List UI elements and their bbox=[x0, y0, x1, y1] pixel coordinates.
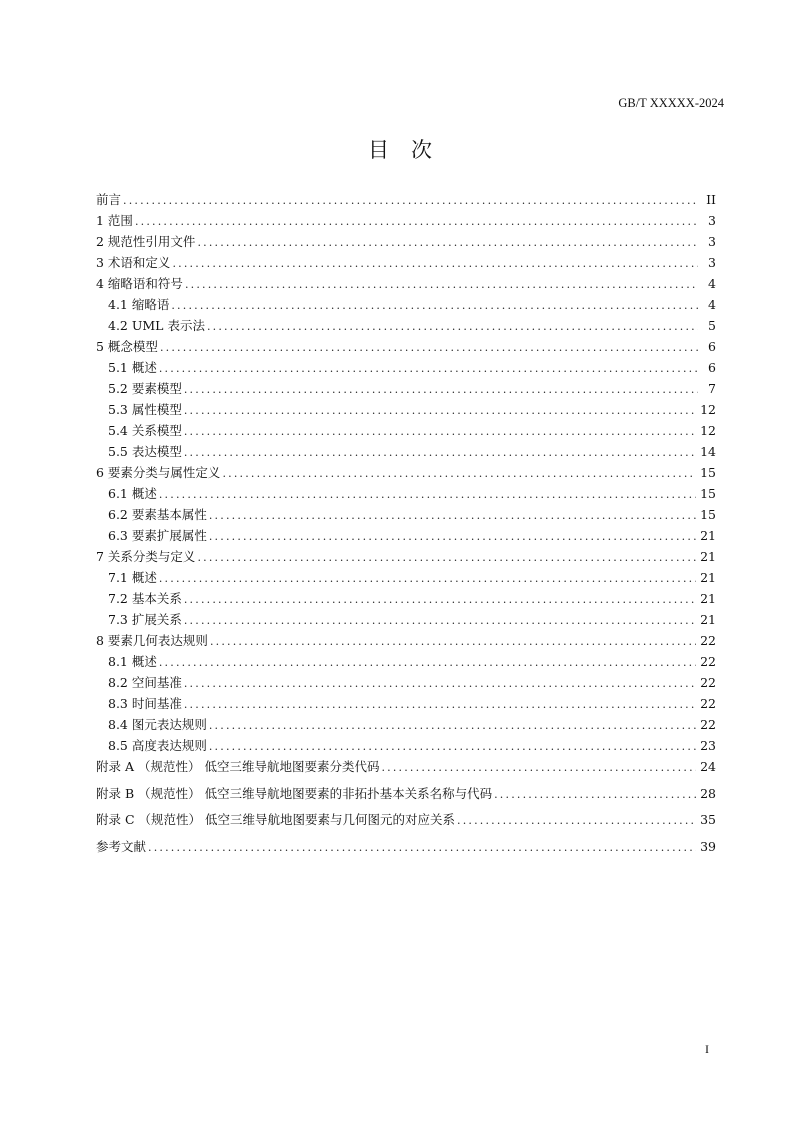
toc-entry-label: 5.1 概述 bbox=[108, 360, 157, 375]
toc-leader-dots bbox=[184, 404, 696, 417]
toc-leader-dots bbox=[457, 814, 696, 827]
toc-entry-label: 4.2 UML 表示法 bbox=[108, 318, 205, 333]
title-part-2: 次 bbox=[411, 138, 432, 162]
toc-entry[interactable] bbox=[96, 589, 716, 610]
toc-entry[interactable] bbox=[96, 837, 716, 864]
toc-entry-label: 8.3 时间基准 bbox=[108, 696, 182, 711]
toc-entry-label: 6.2 要素基本属性 bbox=[108, 507, 207, 522]
toc-entry[interactable] bbox=[96, 400, 716, 421]
toc-entry-page: 3 bbox=[708, 213, 716, 228]
toc-leader-dots bbox=[184, 383, 698, 396]
toc-entry[interactable] bbox=[96, 253, 716, 274]
toc-entry[interactable] bbox=[96, 547, 716, 568]
toc-leader-dots bbox=[210, 635, 696, 648]
toc-leader-dots bbox=[209, 740, 696, 753]
toc-entry-page: 39 bbox=[700, 838, 716, 854]
toc-entry[interactable] bbox=[96, 810, 716, 837]
toc-entry-label: 6.1 概述 bbox=[108, 486, 157, 501]
toc-entry[interactable] bbox=[96, 421, 716, 442]
toc-entry-page: 3 bbox=[708, 255, 716, 270]
toc-leader-dots bbox=[209, 509, 696, 522]
toc-entry-label: 6 要素分类与属性定义 bbox=[96, 465, 221, 480]
toc-entry-page: 15 bbox=[700, 486, 716, 501]
toc-entry-label: 1 范围 bbox=[96, 213, 133, 228]
standard-code: GB/T XXXXX-2024 bbox=[618, 96, 724, 110]
toc-entry-page: 14 bbox=[700, 444, 716, 459]
toc-entry[interactable] bbox=[96, 694, 716, 715]
toc-entry[interactable] bbox=[96, 526, 716, 547]
toc-entry[interactable] bbox=[96, 295, 716, 316]
toc-entry-page: 3 bbox=[708, 234, 716, 249]
page-number: I bbox=[705, 1042, 709, 1056]
toc-leader-dots bbox=[171, 299, 698, 312]
toc-entry-label: 6.3 要素扩展属性 bbox=[108, 528, 207, 543]
toc-entry[interactable] bbox=[96, 232, 716, 253]
toc-entry-page: 6 bbox=[708, 360, 716, 375]
toc-entry-page: 21 bbox=[700, 570, 716, 585]
toc-entry-page: 22 bbox=[700, 654, 716, 669]
toc-entry-label: 7 关系分类与定义 bbox=[96, 549, 196, 564]
toc-entry-label: 7.1 概述 bbox=[108, 570, 157, 585]
toc-leader-dots bbox=[159, 362, 698, 375]
toc-entry[interactable] bbox=[96, 757, 716, 784]
toc-leader-dots bbox=[148, 841, 696, 854]
toc-leader-dots bbox=[185, 278, 698, 291]
toc-leader-dots bbox=[207, 320, 698, 333]
toc-leader-dots bbox=[184, 677, 696, 690]
toc-entry[interactable] bbox=[96, 652, 716, 673]
toc-entry[interactable] bbox=[96, 505, 716, 526]
toc-entry[interactable] bbox=[96, 442, 716, 463]
toc-entry[interactable] bbox=[96, 379, 716, 400]
toc-entry-page: 6 bbox=[708, 339, 716, 354]
toc-entry[interactable] bbox=[96, 274, 716, 295]
toc-entry-label: 附录 A （规范性） 低空三维导航地图要素分类代码 bbox=[96, 759, 380, 774]
toc-entry-page: 22 bbox=[700, 633, 716, 648]
toc-entry-page: 22 bbox=[700, 675, 716, 690]
toc-entry[interactable] bbox=[96, 211, 716, 232]
toc-entry-label: 4.1 缩略语 bbox=[108, 297, 170, 312]
toc-entry-label: 3 术语和定义 bbox=[96, 255, 171, 270]
toc-entry-label: 参考文献 bbox=[96, 838, 147, 854]
toc-entry-page: 21 bbox=[700, 591, 716, 606]
toc-entry[interactable] bbox=[96, 784, 716, 811]
toc-entry-label: 5.2 要素模型 bbox=[108, 381, 182, 396]
toc-entry-label: 8.1 概述 bbox=[108, 654, 157, 669]
toc-entry-page: 21 bbox=[700, 612, 716, 627]
toc-entry[interactable] bbox=[96, 337, 716, 358]
toc-entry-page: 21 bbox=[700, 549, 716, 564]
toc-entry-label: 8.5 高度表达规则 bbox=[108, 738, 207, 753]
table-of-contents bbox=[96, 190, 716, 863]
toc-entry[interactable] bbox=[96, 316, 716, 337]
toc-entry-label: 7.2 基本关系 bbox=[108, 591, 182, 606]
toc-entry-page: 4 bbox=[708, 297, 716, 312]
toc-leader-dots bbox=[160, 341, 698, 354]
toc-entry-page: 12 bbox=[700, 423, 716, 438]
toc-entry-label: 8 要素几何表达规则 bbox=[96, 633, 208, 648]
toc-entry-page: 5 bbox=[708, 318, 716, 333]
toc-entry[interactable] bbox=[96, 631, 716, 652]
toc-leader-dots bbox=[494, 788, 696, 801]
toc-leader-dots bbox=[172, 257, 698, 270]
toc-entry-page: 24 bbox=[700, 759, 716, 774]
toc-entry-page: 7 bbox=[708, 381, 716, 396]
toc-leader-dots bbox=[197, 551, 696, 564]
toc-entry-label: 4 缩略语和符号 bbox=[96, 276, 183, 291]
toc-leader-dots bbox=[222, 467, 696, 480]
toc-entry-label: 5.4 关系模型 bbox=[108, 423, 182, 438]
toc-entry-page: 12 bbox=[700, 402, 716, 417]
toc-leader-dots bbox=[135, 215, 698, 228]
toc-leader-dots bbox=[123, 194, 698, 207]
toc-entry-label: 附录 C （规范性） 低空三维导航地图要素与几何图元的对应关系 bbox=[96, 812, 455, 827]
toc-entry-page: 22 bbox=[700, 717, 716, 732]
toc-leader-dots bbox=[184, 614, 696, 627]
toc-entry-label: 7.3 扩展关系 bbox=[108, 612, 182, 627]
toc-entry-label: 8.4 图元表达规则 bbox=[108, 717, 207, 732]
toc-entry[interactable] bbox=[96, 568, 716, 589]
toc-leader-dots bbox=[184, 446, 696, 459]
toc-entry-label: 前言 bbox=[96, 192, 122, 207]
toc-entry[interactable] bbox=[96, 358, 716, 379]
page-title bbox=[0, 134, 800, 164]
toc-entry[interactable] bbox=[96, 484, 716, 505]
toc-entry-label: 5 概念模型 bbox=[96, 339, 158, 354]
toc-entry-label: 2 规范性引用文件 bbox=[96, 234, 196, 249]
toc-entry-label: 8.2 空间基准 bbox=[108, 675, 182, 690]
toc-entry[interactable] bbox=[96, 673, 716, 694]
toc-leader-dots bbox=[159, 488, 696, 501]
toc-leader-dots bbox=[209, 719, 696, 732]
toc-leader-dots bbox=[381, 761, 696, 774]
toc-entry[interactable] bbox=[96, 190, 716, 211]
toc-entry-label: 5.3 属性模型 bbox=[108, 402, 182, 417]
toc-entry-page: 35 bbox=[700, 812, 716, 827]
toc-entry[interactable] bbox=[96, 610, 716, 631]
toc-leader-dots bbox=[184, 593, 696, 606]
toc-entry-page: 15 bbox=[700, 507, 716, 522]
toc-entry-label: 5.5 表达模型 bbox=[108, 444, 182, 459]
toc-entry-page: 15 bbox=[700, 465, 716, 480]
toc-leader-dots bbox=[184, 698, 696, 711]
toc-entry-page: 4 bbox=[708, 276, 716, 291]
toc-entry-label: 附录 B （规范性） 低空三维导航地图要素的非拓扑基本关系名称与代码 bbox=[96, 785, 493, 801]
toc-entry-page: II bbox=[706, 192, 716, 207]
toc-entry-page: 22 bbox=[700, 696, 716, 711]
toc-leader-dots bbox=[209, 530, 696, 543]
toc-entry-page: 23 bbox=[700, 738, 716, 753]
toc-entry[interactable] bbox=[96, 463, 716, 484]
toc-entry-page: 21 bbox=[700, 528, 716, 543]
toc-entry[interactable] bbox=[96, 715, 716, 736]
toc-entry[interactable] bbox=[96, 736, 716, 757]
toc-leader-dots bbox=[197, 236, 698, 249]
toc-leader-dots bbox=[184, 425, 696, 438]
toc-entry-page: 28 bbox=[700, 785, 716, 801]
toc-leader-dots bbox=[159, 572, 696, 585]
title-part-1: 目 bbox=[368, 138, 389, 162]
toc-leader-dots bbox=[159, 656, 696, 669]
